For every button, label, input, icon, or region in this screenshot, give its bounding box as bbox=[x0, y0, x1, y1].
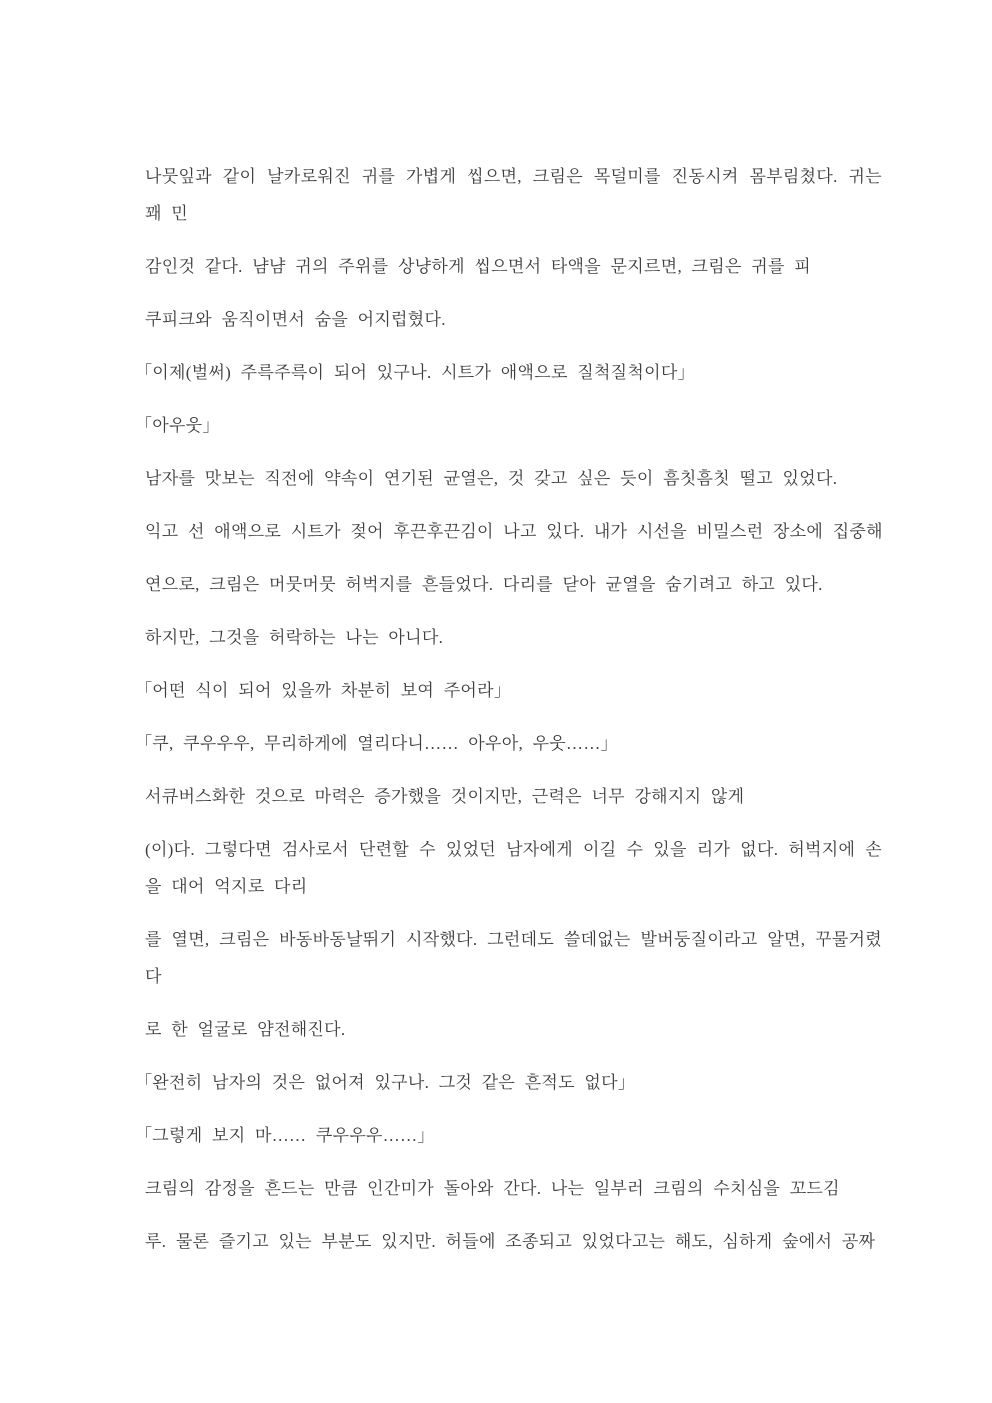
paragraph bbox=[145, 619, 882, 656]
text-line: 익고 선 애액으로 시트가 젖어 후끈후끈김이 나고 있다. 내가 시선을 비밀스런 장소에 집중해 bbox=[145, 522, 883, 541]
paragraph bbox=[145, 158, 882, 232]
paragraph bbox=[135, 725, 882, 762]
paragraph bbox=[145, 566, 882, 603]
text-line: (이)다. 그렇다면 검사로서 단련할 수 있었던 남자에게 이길 수 있을 리가 없다. 허벅지에 손 bbox=[145, 840, 882, 859]
text-line: 「쿠, 쿠우우우, 무리하게에 열리다니…… 아우아, 우웃……」 bbox=[135, 734, 618, 753]
paragraph bbox=[145, 831, 882, 905]
text-line: 하지만, 그것을 허락하는 나는 아니다. bbox=[145, 628, 444, 647]
text-line: 를 열면, 크림은 바동바동날뛰기 시작했다. 그런데도 쓸데없는 발버둥질이라고 알면, 꾸물거렸 bbox=[145, 930, 882, 949]
paragraph bbox=[145, 460, 882, 497]
text-line: 서큐버스화한 것으로 마력은 증가했을 것이지만, 근력은 너무 강해지지 않게 bbox=[145, 787, 745, 806]
text-line: 감인것 같다. 냠냠 귀의 주위를 상냥하게 씹으면서 타액을 문지르면, 크림은 귀를 피 bbox=[145, 257, 811, 276]
text-line: 크림의 감정을 흔드는 만큼 인간미가 돌아와 간다. 나는 일부러 크림의 수치심을 꼬드김 bbox=[145, 1179, 840, 1198]
text-line: 다 bbox=[145, 967, 162, 986]
text-line: 꽤 민 bbox=[145, 204, 188, 223]
text-line: 「이제(벌써) 주륵주륵이 되어 있구나. 시트가 애액으로 질척질척이다」 bbox=[135, 363, 695, 382]
paragraph bbox=[145, 921, 882, 995]
text-line: 을 대어 억지로 다리 bbox=[145, 877, 308, 896]
paragraph bbox=[135, 1064, 882, 1101]
text-line: 「완전히 남자의 것은 없어져 있구나. 그것 같은 흔적도 없다」 bbox=[135, 1073, 636, 1092]
text-line: 로 한 얼굴로 얌전해진다. bbox=[145, 1020, 346, 1039]
text-line: 쿠피크와 움직이면서 숨을 어지럽혔다. bbox=[145, 310, 446, 329]
paragraph bbox=[135, 672, 882, 709]
paragraph bbox=[145, 301, 882, 338]
paragraph bbox=[135, 1117, 882, 1154]
paragraph bbox=[145, 778, 882, 815]
text-line: 「아우웃」 bbox=[135, 416, 220, 435]
text-line: 「그렇게 보지 마…… 쿠우우우……」 bbox=[135, 1126, 435, 1145]
text-line: 「어떤 식이 되어 있을까 차분히 보여 주어라」 bbox=[135, 681, 512, 700]
paragraph bbox=[135, 354, 882, 391]
text-line: 연으로, 크림은 머뭇머뭇 허벅지를 흔들었다. 다리를 닫아 균열을 숨기려고 하고 있다. bbox=[145, 575, 823, 594]
paragraph bbox=[135, 407, 882, 444]
paragraph bbox=[145, 513, 882, 550]
text-line: 루. 물론 즐기고 있는 부분도 있지만. 허들에 조종되고 있었다고는 해도, 심하게 숲에서 공짜 bbox=[145, 1232, 876, 1251]
paragraph bbox=[145, 248, 882, 285]
paragraph bbox=[145, 1170, 882, 1207]
paragraph bbox=[145, 1011, 882, 1048]
text-line: 나뭇잎과 같이 날카로워진 귀를 가볍게 씹으면, 크림은 목덜미를 진동시켜 몸부림쳤다. 귀는 bbox=[145, 167, 882, 186]
paragraph bbox=[145, 1223, 882, 1260]
text-line: 남자를 맛보는 직전에 약속이 연기된 균열은, 것 갖고 싶은 듯이 흠칫흠칫 떨고 있었다. bbox=[145, 469, 838, 488]
